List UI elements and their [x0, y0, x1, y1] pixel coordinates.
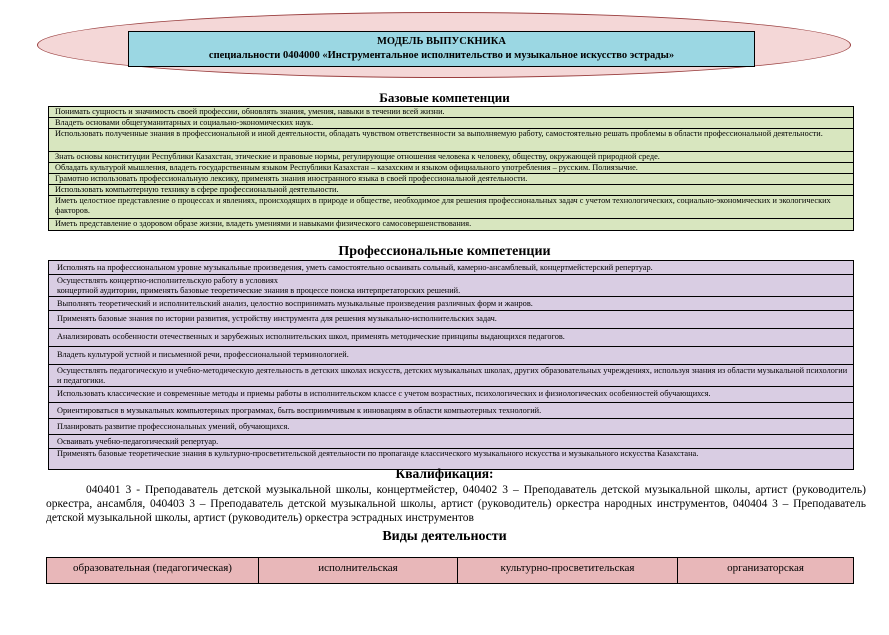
basic-row: Использовать полученные знания в профессиональной и иной деятельности, обладать чувством ответственности за выполняемую работу, самостоятельно решать проблемы в области профессиональной деятельности. — [49, 129, 853, 152]
professional-row: Осваивать учебно-педагогический репертуар. — [49, 435, 853, 449]
professional-row: Анализировать особенности отечественных и зарубежных исполнительских школ, применять методические принципы выдающихся педагогов. — [49, 329, 853, 347]
qualification-title: Квалификация: — [395, 466, 494, 481]
professional-competencies-table — [48, 260, 854, 470]
basic-section-title: Базовые компетенции — [379, 90, 510, 105]
activity-cell: организаторская — [678, 558, 853, 583]
professional-row: Выполнять теоретический и исполнительский анализ, целостно воспринимать музыкальные произведения различных форм и жанров. — [49, 297, 853, 311]
professional-section-title: Профессиональные компетенции — [338, 244, 551, 259]
basic-row: Понимать сущность и значимость своей профессии, обновлять знания, умения, навыки в течении всей жизни. — [49, 107, 853, 118]
basic-row: Иметь целостное представление о процессах и явлениях, происходящих в природе и обществе, необходимое для решения профессиональных задач с учетом технологических, социально-экономических и экологических факторов. — [49, 196, 853, 219]
page-title: МОДЕЛЬ ВЫПУСКНИКА — [377, 36, 506, 47]
basic-row: Иметь представление о здоровом образе жизни, владеть умениями и навыками физического самосовершенствования. — [49, 219, 853, 230]
basic-row: Владеть основами общегуманитарных и социально-экономических наук. — [49, 118, 853, 129]
basic-row: Знать основы конституции Республики Казахстан, этические и правовые нормы, регулирующие отношения человека к человеку, обществу, окружающей природной среде. — [49, 152, 853, 163]
page-subtitle: специальности 0404000 «Инструментальное исполнительство и музыкальное искусство эстрады» — [208, 50, 675, 61]
model-title-box — [128, 31, 755, 67]
basic-row: Использовать компьютерную технику в сфере профессиональной деятельности. — [49, 185, 853, 196]
professional-row: Применять базовые знания по истории развития, устройству инструмента для решения музыкально-исполнительских задач. — [49, 311, 853, 329]
activity-cell: исполнительская — [259, 558, 458, 583]
professional-row: Владеть культурой устной и письменной речи, профессиональной терминологией. — [49, 347, 853, 365]
professional-row: Использовать классические и современные методы и приемы работы в исполнительском классе с учетом возрастных, психологических и физиологических особенностей обучающихся. — [49, 387, 853, 403]
professional-row: Планировать развитие профессиональных умений, обучающихся. — [49, 419, 853, 435]
activities-table — [46, 557, 854, 584]
activities-title: Виды деятельности — [382, 529, 507, 544]
professional-row — [49, 275, 853, 297]
professional-row: Осуществлять педагогическую и учебно-методическую деятельность в детских школах искусств, детских музыкальных школах, других образовательных учреждениях, используя знания из области музыкальной психологии и педагогики. — [49, 365, 853, 387]
professional-row: Применять базовые теоретические знания в культурно-просветительской деятельности по пропаганде классического музыкального искусства и музыкального искусства Казахстана. — [49, 449, 853, 469]
professional-row: Ориентироваться в музыкальных компьютерных программах, быть восприимчивым к инновациям в области компьютерных технологий. — [49, 403, 853, 419]
activity-cell: образовательная (педагогическая) — [47, 558, 259, 583]
professional-row: Исполнять на профессиональном уровне музыкальные произведения, уметь самостоятельно осваивать сольный, камерно-ансамблевый, концертмейстерский репертуар. — [49, 261, 853, 275]
activity-cell: культурно-просветительская — [458, 558, 678, 583]
basic-competencies-table — [48, 106, 854, 231]
professional-row-line: концертной аудитории, применять базовые теоретические знания в процессе поиска интерпретаторских решений. — [57, 286, 461, 295]
basic-row: Обладать культурой мышления, владеть государственным языком Республики Казахстан – казахским и языком официального употребления – русским. Полиязычие. — [49, 163, 853, 174]
basic-row: Грамотно использовать профессиональную лексику, применять знания иностранного языка в своей профессиональной деятельности. — [49, 174, 853, 185]
qualification-text: 040401 3 - Преподаватель детской музыкальной школы, концертмейстер, 040402 3 – Преподаватель детской музыкальной школы, артист (руководитель) оркестра, ансамбля, 040403 3 – Преподаватель детской музыкальной школы, артист (руководитель) оркестра народных инструментов, 040404 3 – Преподаватель детской музыкальной школы, артист (руководитель) оркестра эстрадных инструментов — [46, 484, 866, 524]
professional-row-line: Осуществлять концертно-исполнительскую работу в условиях — [57, 276, 279, 285]
